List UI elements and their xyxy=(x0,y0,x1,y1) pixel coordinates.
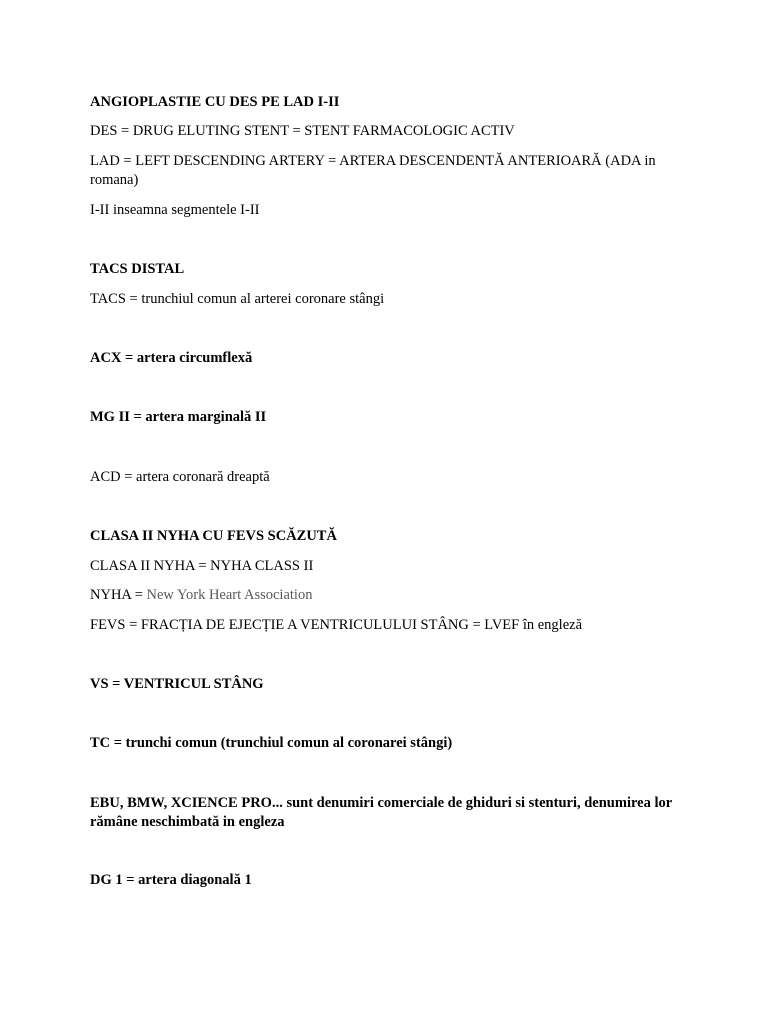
heading-clasa-ii-nyha: CLASA II NYHA CU FEVS SCĂZUTĂ xyxy=(90,528,337,544)
definition-tc: TC = trunchi comun (trunchiul comun al coronarei stângi) xyxy=(90,735,453,751)
definition-acd: ACD = artera coronară dreaptă xyxy=(90,469,270,485)
heading-tacs-distal: TACS DISTAL xyxy=(90,261,185,277)
definition-acx: ACX = artera circumflexă xyxy=(90,350,253,366)
definition-nyha xyxy=(90,586,685,605)
definition-lad: LAD = LEFT DESCENDING ARTERY = ARTERA DESCENDENTĂ ANTERIOARĂ (ADA in romana) xyxy=(90,153,656,188)
heading-angioplastie: ANGIOPLASTIE CU DES PE LAD I-II xyxy=(90,94,340,110)
definition-fevs: FEVS = FRACȚIA DE EJECȚIE A VENTRICULULUI STÂNG = LVEF în engleză xyxy=(90,617,583,633)
note-commercial-names: EBU, BMW, XCIENCE PRO... sunt denumiri comerciale de ghiduri si stenturi, denumirea lor rămâne neschimbată in engleza xyxy=(90,795,672,830)
definition-tacs: TACS = trunchiul comun al arterei coronare stângi xyxy=(90,291,385,307)
definition-mg-ii: MG II = artera marginală II xyxy=(90,409,267,425)
definition-des: DES = DRUG ELUTING STENT = STENT FARMACOLOGIC ACTIV xyxy=(90,123,515,139)
definition-segments: I-II inseamna segmentele I-II xyxy=(90,202,260,218)
nyha-expansion: New York Heart Association xyxy=(146,587,313,603)
definition-clasa-ii-nyha: CLASA II NYHA = NYHA CLASS II xyxy=(90,558,314,574)
definition-dg-1: DG 1 = artera diagonală 1 xyxy=(90,872,252,888)
definition-vs: VS = VENTRICUL STÂNG xyxy=(90,676,264,692)
nyha-prefix: NYHA = xyxy=(90,587,147,603)
